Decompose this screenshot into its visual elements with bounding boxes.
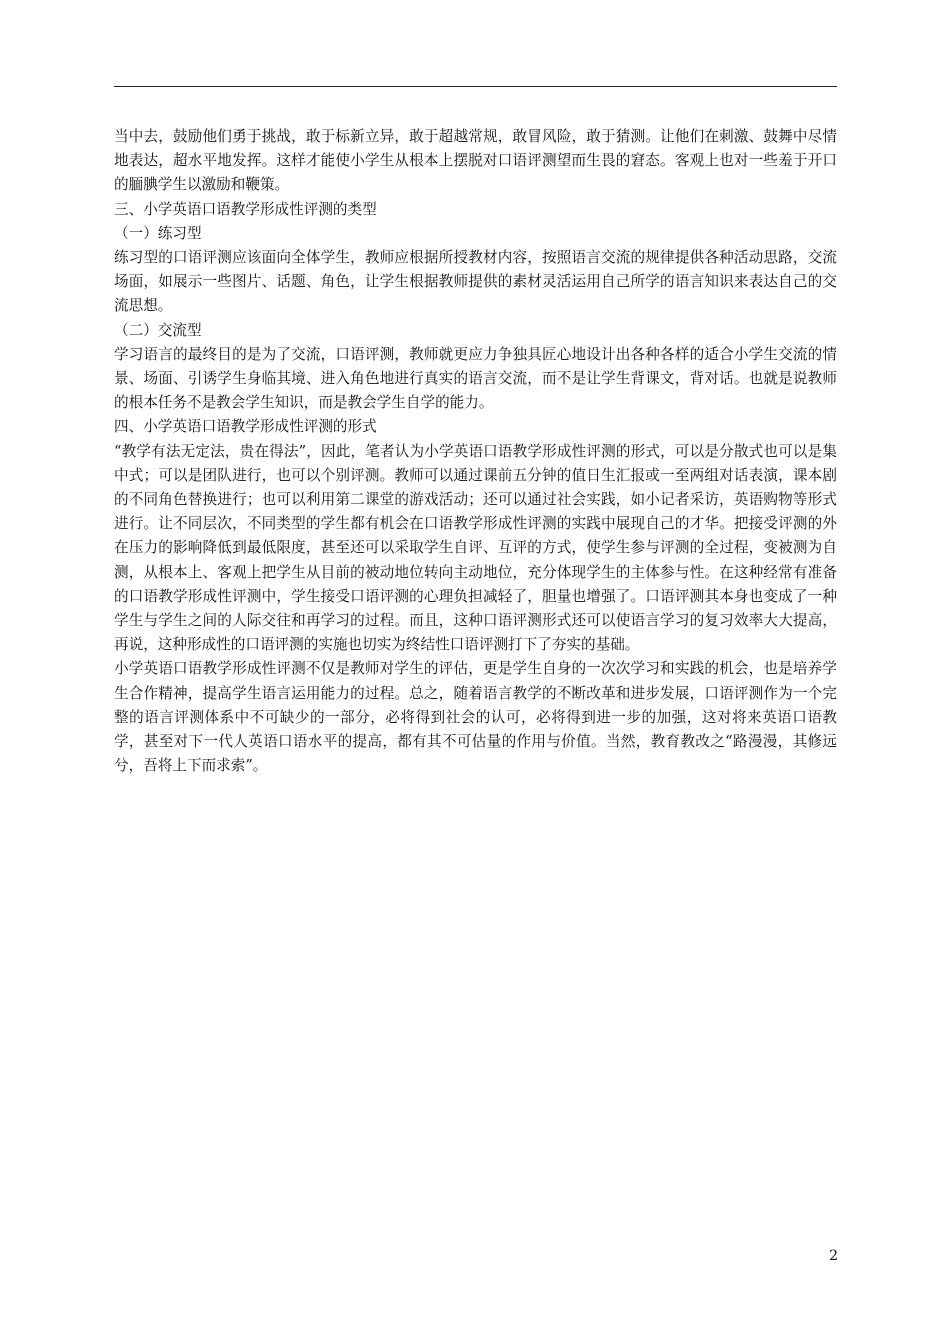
subsection-heading: （二）交流型 (114, 321, 202, 339)
section-heading: 三、小学英语口语教学形成性评测的类型 (114, 200, 377, 218)
body-paragraph: 小学英语口语教学形成性评测不仅是教师对学生的评估，更是学生自身的一次次学习和实践的机会，也是培养学生合作精神，提高学生语言运用能力的过程。总之，随着语言教学的不断改革和进步发展，口语评测作为一个完整的语言评测体系中不可缺少的一部分，必将得到社会的认可，必将得到进一步的加强，这对将来英语口语教学，甚至对下一代人英语口语水平的提高，都有其不可估量的作用与价值。当然，教育教改之“路漫漫，其修远兮，吾将上下而求索”。 (114, 660, 837, 775)
document-body (114, 125, 837, 778)
body-paragraph: “教学有法无定法，贵在得法”，因此，笔者认为小学英语口语教学形成性评测的形式，可以是分散式也可以是集中式；可以是团队进行，也可以个别评测。教师可以通过课前五分钟的值日生汇报或一至两组对话表演，课本剧的不同角色替换进行；也可以利用第二课堂的游戏活动；还可以通过社会实践，如小记者采访，英语购物等形式进行。让不同层次，不同类型的学生都有机会在口语教学形成性评测的实践中展现自己的才华。把接受评测的外在压力的影响降低到最低限度，甚至还可以采取学生自评、互评的方式，使学生参与评测的全过程，变被测为自测，从根本上、客观上把学生从目前的被动地位转向主动地位，充分体现学生的主体参与性。在这种经常有准备的口语教学形成性评测中，学生接受口语评测的心理负担减轻了，胆量也增强了。口语评测其本身也变成了一种学生与学生之间的人际交往和再学习的过程。而且，这种口语评测形式还可以使语言学习的复习效率大大提高，再说，这种形成性的口语评测的实施也切实为终结性口语评测打下了夯实的基础。 (114, 442, 837, 654)
body-paragraph: 当中去，鼓励他们勇于挑战，敢于标新立异，敢于超越常规，敢冒风险，敢于猜测。让他们在刺激、鼓舞中尽情地表达，超水平地发挥。这样才能使小学生从根本上摆脱对口语评测望而生畏的窘态。客观上也对一些羞于开口的腼腆学生以激励和鞭策。 (114, 128, 837, 194)
page-number: 2 (829, 1248, 838, 1264)
section-heading: 四、小学英语口语教学形成性评测的形式 (114, 418, 377, 436)
header-rule (114, 86, 837, 87)
body-paragraph: 学习语言的最终目的是为了交流，口语评测，教师就更应力争独具匠心地设计出各种各样的适合小学生交流的情景、场面、引诱学生身临其境、进入角色地进行真实的语言交流，而不是让学生背课文，背对话。也就是说教师的根本任务不是教会学生知识，而是教会学生自学的能力。 (114, 345, 837, 412)
subsection-heading: （一）练习型 (114, 224, 202, 242)
body-paragraph: 练习型的口语评测应该面向全体学生，教师应根据所授教材内容，按照语言交流的规律提供各种活动思路，交流场面，如展示一些图片、话题、角色，让学生根据教师提供的素材灵活运用自己所学的语言知识来表达自己的交流思想。 (114, 249, 837, 315)
